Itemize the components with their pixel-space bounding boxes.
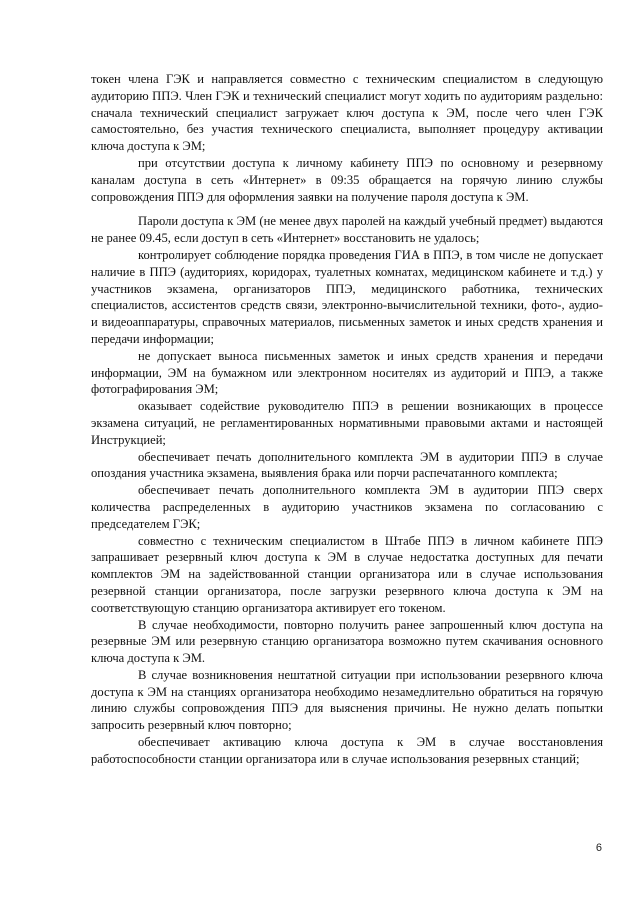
- document-body: [91, 71, 603, 768]
- paragraph: токен члена ГЭК и направляется совместно с техническим специалистом в следующую аудиторию ППЭ. Член ГЭК и технический специалист могут ходить по аудиториям раздельно: сначала технический специалист загружает ключ доступа к ЭМ, после чего член ГЭК самостоятельно, без участия технического специалиста, выполняет процедуру активации ключа доступа к ЭМ;: [91, 72, 603, 154]
- paragraph: оказывает содействие руководителю ППЭ в решении возникающих в процессе экзамена ситуаций, не регламентированных нормативными правовыми актами и настоящей Инструкцией;: [91, 399, 603, 447]
- paragraph: обеспечивает печать дополнительного комплекта ЭМ в аудитории ППЭ в случае опоздания участника экзамена, выявления брака или порчи распечатанного комплекта;: [91, 449, 603, 481]
- paragraph: не допускает выноса письменных заметок и иных средств хранения и передачи информации, ЭМ на бумажном или электронном носителях из аудиторий и ППЭ, а также фотографирования ЭМ;: [91, 348, 603, 397]
- paragraph: В случае необходимости, повторно получить ранее запрошенный ключ доступа на резервные ЭМ или резервную станцию организатора возможно путем скачивания основного ключа доступа к ЭМ.: [91, 617, 603, 666]
- paragraph: Пароли доступа к ЭМ (не менее двух паролей на каждый учебный предмет) выдаются не ранее 09.45, если доступ в сеть «Интернет» восстановить не удалось;: [91, 214, 603, 246]
- paragraph: обеспечивает активацию ключа доступа к ЭМ в случае восстановления работоспособности станции организатора или в случае использования резервных станций;: [91, 735, 603, 766]
- paragraph: В случае возникновения нештатной ситуации при использовании резервного ключа доступа к ЭМ на станциях организатора необходимо незамедлительно обратиться на горячую линию службы сопровождения ППЭ для выяснения причины. Не нужно делать попытки запросить резервный ключ повторно;: [91, 667, 603, 733]
- paragraph: совместно с техническим специалистом в Штабе ППЭ в личном кабинете ППЭ запрашивает резервный ключ доступа к ЭМ в случае недостатка доступных для печати комплектов ЭМ на задействованной станции организатора или в случае использования резервной станции организатора, после загрузки резервного ключа доступа к ЭМ на соответствующую станцию организатора активирует его токеном.: [91, 533, 603, 615]
- paragraph: при отсутствии доступа к личному кабинету ППЭ по основному и резервному каналам доступа в сеть «Интернет» в 09:35 обращается на горячую линию службы сопровождения ППЭ для оформления заявки на получение пароля доступа к ЭМ.: [91, 155, 603, 204]
- paragraph: контролирует соблюдение порядка проведения ГИА в ППЭ, в том числе не допускает наличие в ППЭ (аудиториях, коридорах, туалетных комнатах, медицинском кабинете и т.д.) у участников экзамена, организаторов ППЭ, медицинского работника, технических специалистов, ассистентов средств связи, электронно-вычислительной техники, фото-, аудио- и видеоаппаратуры, справочных материалов, письменных заметок и иных средств хранения и передачи информации;: [91, 247, 603, 346]
- page-number: 6: [595, 842, 602, 854]
- paragraph: обеспечивает печать дополнительного комплекта ЭМ в аудитории ППЭ сверх количества распределенных в аудиторию участников экзамена по согласованию с председателем ГЭК;: [91, 483, 603, 531]
